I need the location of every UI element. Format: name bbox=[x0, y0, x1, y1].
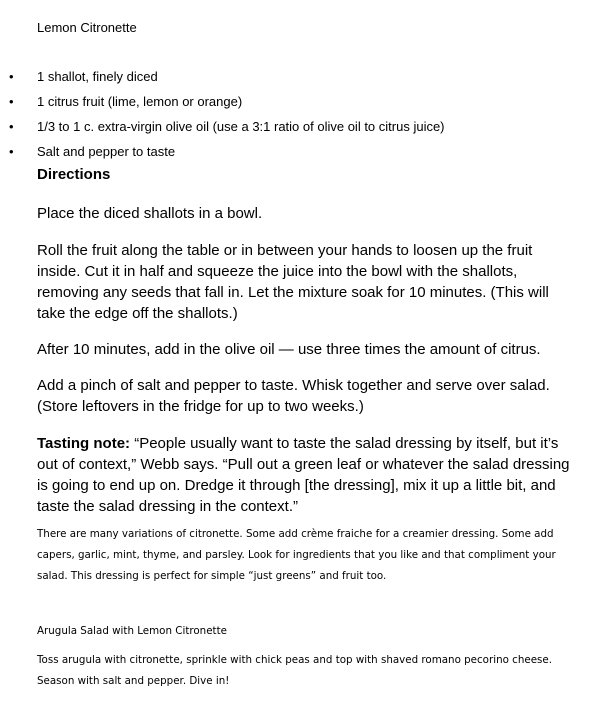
bullet-icon: • bbox=[9, 94, 14, 109]
tasting-note bbox=[37, 433, 577, 517]
ingredient-text: 1 citrus fruit (lime, lemon or orange) bbox=[37, 94, 243, 109]
ingredient-item bbox=[0, 92, 445, 117]
arugula-paragraph: Toss arugula with citronette, sprinkle with chick peas and top with shaved romano pecorino cheese. Season with salt and pepper. Dive in! bbox=[37, 654, 553, 687]
direction-step-3: After 10 minutes, add in the olive oil — use three times the amount of citrus. bbox=[37, 341, 541, 358]
ingredient-item bbox=[0, 117, 445, 142]
tasting-note-text: “People usually want to taste the salad dressing by itself, but it’s out of context,” Webb says. “Pull out a green leaf or whatever the salad dressing is going to end up on. Dredge it through [the dressing], mix it up a little bit, and taste the salad dressing in the context.” bbox=[37, 435, 570, 515]
recipe-title: Lemon Citronette bbox=[37, 20, 137, 35]
ingredient-text: Salt and pepper to taste bbox=[37, 144, 176, 159]
ingredient-text: 1 shallot, finely diced bbox=[37, 69, 158, 84]
ingredient-text: 1/3 to 1 c. extra-virgin olive oil (use a 3:1 ratio of olive oil to citrus juice) bbox=[37, 119, 445, 134]
arugula-title: Arugula Salad with Lemon Citronette bbox=[37, 625, 227, 637]
direction-step-1: Place the diced shallots in a bowl. bbox=[37, 205, 263, 222]
bullet-icon: • bbox=[9, 69, 14, 84]
ingredient-item bbox=[0, 142, 445, 167]
tasting-note-label: Tasting note: bbox=[37, 435, 131, 452]
ingredients-list bbox=[0, 67, 445, 167]
bullet-icon: • bbox=[9, 119, 14, 134]
directions-heading: Directions bbox=[37, 166, 111, 183]
ingredient-item bbox=[0, 67, 445, 92]
variations-paragraph: There are many variations of citronette. Some add crème fraiche for a creamier dressing. Some add capers, garlic, mint, thyme, and parsley. Look for ingredients that you like and that compliment your salad. This dressing is perfect for simple “just greens” and fruit too. bbox=[37, 528, 556, 582]
direction-step-2: Roll the fruit along the table or in between your hands to loosen up the fruit inside. Cut it in half and squeeze the juice into the bowl with the shallots, removing any seeds that fall in. Let the mixture soak for 10 minutes. (This will take the edge off the shallots.) bbox=[37, 242, 549, 322]
bullet-icon: • bbox=[9, 144, 14, 159]
direction-step-4: Add a pinch of salt and pepper to taste. Whisk together and serve over salad. (Store leftovers in the fridge for up to two weeks.) bbox=[37, 377, 550, 415]
